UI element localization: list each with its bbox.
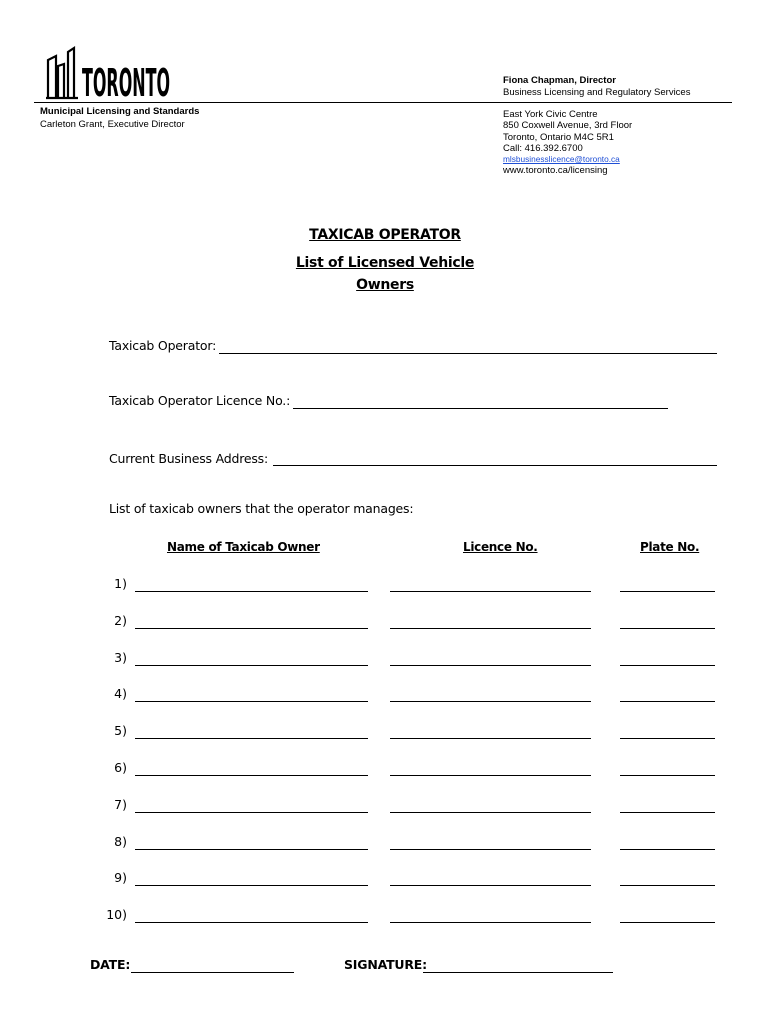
owner-name-input[interactable]: [135, 628, 368, 629]
owner-name-input[interactable]: [135, 701, 368, 702]
row-number: 2): [114, 612, 127, 628]
email-link[interactable]: mlsbusinesslicence@toronto.ca: [503, 154, 620, 165]
phone-line: Call: 416.392.6700: [503, 142, 583, 154]
col-header-plate: Plate No.: [640, 540, 700, 554]
address-input[interactable]: [273, 465, 717, 466]
licence-no-input[interactable]: [390, 849, 591, 850]
address-label: Current Business Address:: [109, 451, 269, 466]
plate-no-input[interactable]: [620, 701, 715, 702]
executive-director: Carleton Grant, Executive Director: [40, 119, 185, 130]
licence-input[interactable]: [293, 408, 668, 409]
department-name: Business Licensing and Regulatory Services: [503, 87, 691, 98]
col-header-name: Name of Taxicab Owner: [167, 540, 320, 554]
owner-name-input[interactable]: [135, 885, 368, 886]
licence-no-input[interactable]: [390, 922, 591, 923]
plate-no-input[interactable]: [620, 849, 715, 850]
owner-name-input[interactable]: [135, 591, 368, 592]
date-input[interactable]: [131, 972, 294, 973]
date-label: DATE:: [90, 957, 131, 972]
plate-no-input[interactable]: [620, 812, 715, 813]
licence-no-input[interactable]: [390, 591, 591, 592]
division-name: Municipal Licensing and Standards: [40, 106, 200, 117]
row-number: 10): [106, 907, 127, 923]
licence-no-input[interactable]: [390, 812, 591, 813]
owner-name-input[interactable]: [135, 665, 368, 666]
owner-name-input[interactable]: [135, 922, 368, 923]
col-header-licence: Licence No.: [463, 540, 538, 554]
plate-no-input[interactable]: [620, 591, 715, 592]
row-number: 9): [114, 870, 127, 886]
row-number: 8): [114, 833, 127, 849]
plate-no-input[interactable]: [620, 665, 715, 666]
doc-title: TAXICAB OPERATOR: [309, 227, 461, 243]
operator-label: Taxicab Operator:: [109, 338, 217, 353]
row-number: 5): [114, 723, 127, 739]
plate-no-input[interactable]: [620, 922, 715, 923]
row-number: 6): [114, 760, 127, 775]
operator-input[interactable]: [219, 353, 717, 354]
plate-no-input[interactable]: [620, 628, 715, 629]
contact-block: [503, 109, 632, 177]
owner-name-input[interactable]: [135, 849, 368, 850]
address-line: 850 Coxwell Avenue, 3rd Floor: [503, 120, 633, 132]
director-name: Fiona Chapman, Director: [503, 75, 616, 86]
owner-name-input[interactable]: [135, 775, 368, 776]
doc-subtitle-2: Owners: [356, 277, 414, 293]
row-number: 4): [114, 686, 127, 702]
plate-no-input[interactable]: [620, 775, 715, 776]
row-number: 1): [114, 576, 127, 591]
plate-no-input[interactable]: [620, 738, 715, 739]
doc-subtitle: List of Licensed Vehicle: [295, 255, 475, 271]
signature-input[interactable]: [423, 972, 613, 973]
division-block: [40, 105, 199, 131]
row-number: 3): [114, 649, 127, 665]
licence-no-input[interactable]: [390, 885, 591, 886]
list-intro: List of taxicab owners that the operator manages:: [109, 501, 414, 516]
owner-name-input[interactable]: [135, 812, 368, 813]
logo-wordmark: TORONTO: [82, 61, 170, 105]
licence-no-input[interactable]: [390, 738, 591, 739]
director-block: [503, 75, 690, 99]
licence-no-input[interactable]: [390, 775, 591, 776]
licence-label: Taxicab Operator Licence No.:: [109, 393, 291, 408]
owner-name-input[interactable]: [135, 738, 368, 739]
row-number: 7): [114, 796, 127, 812]
address-line: East York Civic Centre: [503, 109, 598, 120]
licence-no-input[interactable]: [390, 665, 591, 666]
licence-no-input[interactable]: [390, 701, 591, 702]
licence-no-input[interactable]: [390, 628, 591, 629]
header-divider: [34, 102, 732, 103]
address-line: Toronto, Ontario M4C 5R1: [503, 131, 614, 143]
city-hall-logo-icon: [46, 46, 172, 105]
website-line: www.toronto.ca/licensing: [503, 165, 608, 177]
signature-label: SIGNATURE:: [344, 957, 427, 972]
plate-no-input[interactable]: [620, 885, 715, 886]
toronto-logo: [46, 46, 172, 105]
